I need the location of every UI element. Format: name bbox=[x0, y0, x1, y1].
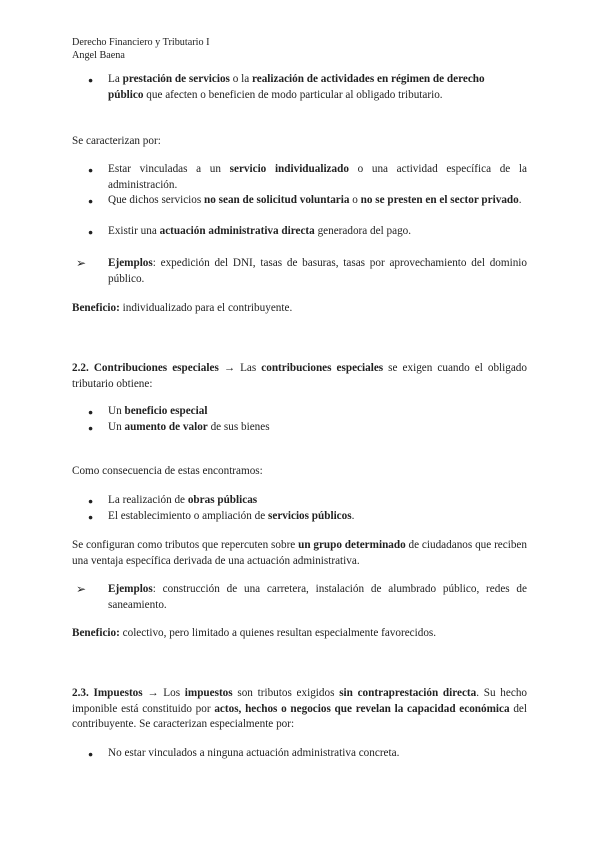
configuration-paragraph: Se configuran como tributos que repercuten sobre un grupo determinado de ciudadanos que reciben una ventaja específica derivada de una actuación administrativa. bbox=[72, 539, 527, 567]
examples-tasas: Ejemplos: expedición del DNI, tasas de basuras, tasas por aprovechamiento del dominio público. bbox=[108, 257, 527, 285]
section-impuestos: 2.3. Impuestos → Los impuestos son tributos exigidos sin contraprestación directa. Su hecho imponible está constituido por actos, hechos o negocios que revelan la capacidad económica del contribuyente. Se caracterizan especialmente por: bbox=[72, 687, 528, 730]
bullet-dot: ● bbox=[88, 227, 94, 237]
arrow-bullet-icon: ➢ bbox=[76, 582, 87, 596]
bullet-dot: ● bbox=[88, 496, 94, 506]
bullet-dot: ● bbox=[88, 749, 94, 759]
benefit-contribuciones: Beneficio: colectivo, pero limitado a quienes resultan especialmente favorecidos. bbox=[72, 627, 437, 639]
arrow-bullet-icon: ➢ bbox=[76, 256, 87, 270]
bullet-dot: ● bbox=[88, 423, 94, 433]
list-item-servicio: Estar vinculadas a un servicio individualizado o una actividad específica de la administración. bbox=[108, 163, 527, 191]
consequence-intro: Como consecuencia de estas encontramos: bbox=[72, 465, 263, 477]
list-item-solicitud: Que dichos servicios no sean de solicitud voluntaria o no se presten en el sector privado. bbox=[108, 194, 522, 206]
list-item-prestacion: La prestación de servicios o la realización de actividades en régimen de derecho público que afecten o beneficien de modo particular al obligado tributario. bbox=[108, 73, 485, 101]
list-item-servicios: El establecimiento o ampliación de servicios públicos. bbox=[108, 510, 355, 522]
section-contribuciones: 2.2. Contribuciones especiales → Las contribuciones especiales se exigen cuando el obligado tributario obtiene: bbox=[72, 362, 527, 390]
examples-contribuciones: Ejemplos: construcción de una carretera, instalación de alumbrado público, redes de saneamiento. bbox=[108, 583, 527, 611]
bullet-dot: ● bbox=[88, 165, 94, 175]
bullet-dot: ● bbox=[88, 512, 94, 522]
list-item-obras: La realización de obras públicas bbox=[108, 494, 258, 506]
list-item-actuacion: Existir una actuación administrativa directa generadora del pago. bbox=[108, 225, 412, 237]
bullet-dot: ● bbox=[88, 75, 94, 85]
bullet-dot: ● bbox=[88, 196, 94, 206]
list-item-no-vinculados: No estar vinculados a ninguna actuación administrativa concreta. bbox=[108, 747, 400, 759]
benefit-tasas: Beneficio: individualizado para el contribuyente. bbox=[72, 302, 293, 314]
bullet-dot: ● bbox=[88, 407, 94, 417]
header-course: Derecho Financiero y Tributario I bbox=[72, 37, 210, 48]
list-item-beneficio: Un beneficio especial bbox=[108, 405, 208, 417]
header-author: Angel Baena bbox=[72, 50, 125, 61]
characteristics-intro: Se caracterizan por: bbox=[72, 135, 161, 147]
list-item-aumento: Un aumento de valor de sus bienes bbox=[108, 421, 270, 433]
